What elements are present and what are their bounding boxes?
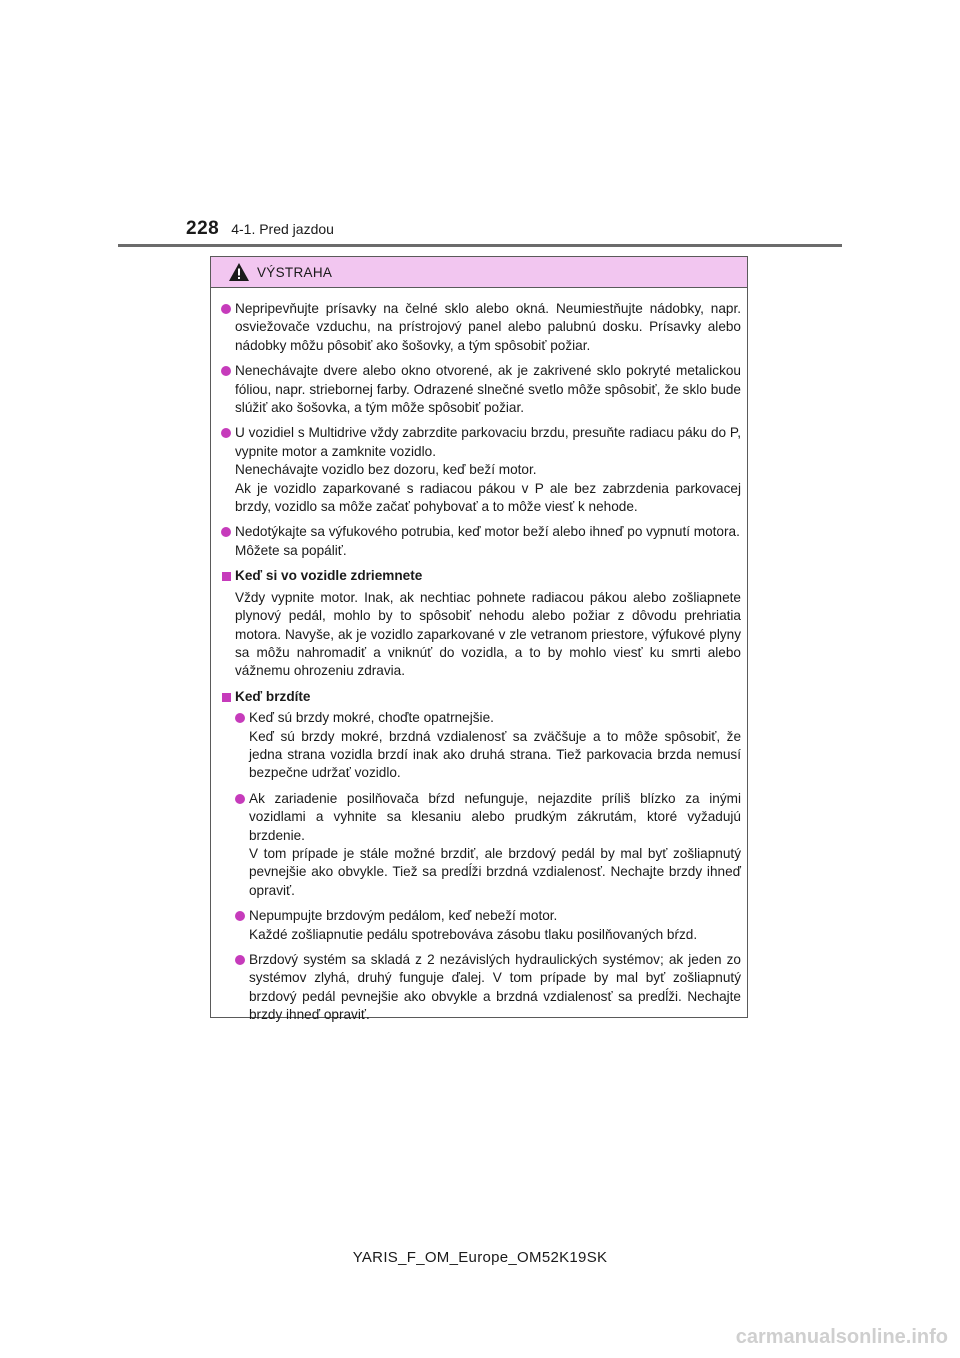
section-heading <box>217 567 741 585</box>
bullet-circle-icon <box>235 713 245 723</box>
section-heading-text: Keď brzdíte <box>235 688 311 704</box>
list-item <box>217 523 741 560</box>
list-item <box>231 907 741 944</box>
item-text: Každé zošliapnutie pedálu spotrebováva zásobu tlaku posilňovaných bŕzd. <box>249 926 698 942</box>
list-item <box>231 790 741 900</box>
item-text: V tom prípade je stále možné brzdiť, ale brzdový pedál by mal byť zošliapnutý pevnejšie ako obvykle. Tiež sa predĺži brzdná vzdialenosť. Nechajte brzdy ihneď opraviť. <box>249 845 741 898</box>
list-item <box>217 424 741 516</box>
header-rule <box>118 244 842 247</box>
warning-header <box>211 257 747 288</box>
list-item <box>217 300 741 355</box>
bullet-square-icon <box>222 693 231 702</box>
list-item <box>217 362 741 417</box>
bullet-circle-icon <box>235 955 245 965</box>
page-number: 228 <box>186 218 220 239</box>
item-text: Keď sú brzdy mokré, choďte opatrnejšie. <box>249 710 494 726</box>
item-text: Môžete sa popáliť. <box>235 542 347 558</box>
item-text: Ak zariadenie posilňovača bŕzd nefunguje, nejazdite príliš blízko za inými vozidlami a vyhnite sa klesaniu alebo prudkým zákrutám, ktoré vyžadujú brzdenie. <box>249 790 741 843</box>
warning-body <box>211 288 747 1025</box>
warning-triangle-icon <box>228 262 250 282</box>
warning-title: VÝSTRAHA <box>257 264 333 280</box>
item-text: Nenechávajte vozidlo bez dozoru, keď beží motor. <box>235 462 537 478</box>
item-text: Nepumpujte brzdovým pedálom, keď nebeží motor. <box>249 908 558 924</box>
list-item <box>231 709 741 783</box>
page-header <box>186 218 334 240</box>
bullet-circle-icon <box>221 366 231 376</box>
bullet-square-icon <box>222 572 231 581</box>
item-text: Nedotýkajte sa výfukového potrubia, keď motor beží alebo ihneď po vypnutí motora. <box>235 524 740 540</box>
section-heading <box>217 688 741 706</box>
list-item <box>231 951 741 1025</box>
bullet-circle-icon <box>221 527 231 537</box>
warning-box <box>210 256 748 1023</box>
item-text: Ak je vozidlo zaparkované s radiacou pákou v P ale bez zabrzdenia parkovacej brzdy, vozidlo sa môže začať pohybovať a to môže viesť k nehode. <box>235 480 741 515</box>
document-id: YARIS_F_OM_Europe_OM52K19SK <box>352 1249 608 1266</box>
item-text: Nepripevňujte prísavky na čelné sklo alebo okná. Neumiestňujte nádobky, napr. osviežovače vzduchu, na prístrojový panel alebo palubnú dosku. Prísavky alebo nádobky môžu pôsobiť ako šošovky, a tým spôsobiť požiar. <box>235 301 741 353</box>
section-paragraph: Vždy vypnite motor. Inak, ak nechtiac pohnete radiacou pákou alebo zošliapnete plynový pedál, mohlo by to spôsobiť nehodu alebo požiar z dôvodu prehriatia motora. Navyše, ak je vozidlo zaparkované v zle vetranom priestore, výfukové plyny sa môžu nahromadiť a vniknúť do vozidla, a to by mohlo viesť ku smrti alebo vážnemu ohrozeniu zdravia. <box>235 589 741 679</box>
item-text: Keď sú brzdy mokré, brzdná vzdialenosť sa zväčšuje a to môže spôsobiť, že jedna strana vozidla brzdí inak ako druhá strana. Tiež parkovacia brzda nemusí bezpečne udržať vozidlo. <box>249 728 741 781</box>
bullet-circle-icon <box>221 304 231 314</box>
bullet-circle-icon <box>235 794 245 804</box>
bullet-circle-icon <box>221 428 231 438</box>
section-title: 4-1. Pred jazdou <box>231 221 334 237</box>
bullet-circle-icon <box>235 911 245 921</box>
watermark: carmanualsonline.info <box>735 1326 948 1348</box>
section-heading-text: Keď si vo vozidle zdriemnete <box>235 568 423 584</box>
item-text: Nenechávajte dvere alebo okno otvorené, ak je zakrivené sklo pokryté metalickou fóliou, napr. striebornej farby. Odrazené slnečné svetlo môže spôsobiť, že sklo bude slúžiť ako šošovka, a tým môže spôsobiť požiar. <box>235 363 741 416</box>
sub-list <box>231 709 741 1025</box>
item-text: Brzdový systém sa skladá z 2 nezávislých hydraulických systémov; ak jeden zo systémov zlyhá, druhý funguje ďalej. V tom prípade by mal byť zošliapnutý brzdový pedál pevnejšie ako obvykle a brzdná vzdialenosť sa predĺži. Nechajte brzdy ihneď opraviť. <box>249 952 741 1023</box>
item-text: U vozidiel s Multidrive vždy zabrzdite parkovaciu brzdu, presuňte radiacu páku do P, vypnite motor a zamknite vozidlo. <box>235 425 741 459</box>
